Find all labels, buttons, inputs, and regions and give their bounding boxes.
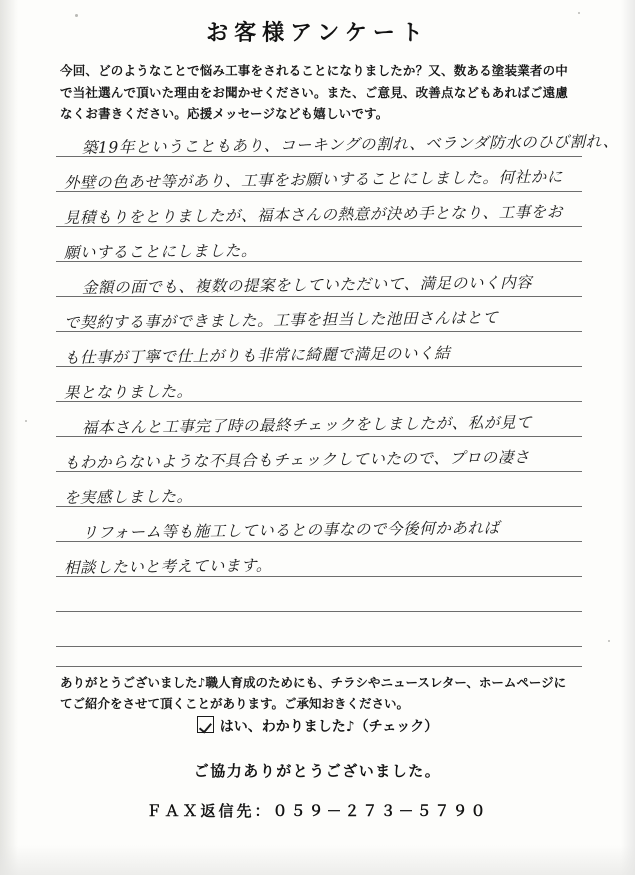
handwritten-line: 金額の面でも、複数の提案をしていただいて、満足のいく内容 <box>81 273 533 298</box>
scan-edge-shadow-right <box>621 0 635 875</box>
fax-number: ＦＡＸ返信先：０５９－２７３－５７９０ <box>146 802 489 820</box>
rule-line <box>56 611 582 612</box>
rule-line <box>56 646 582 647</box>
handwritten-line: リフォーム等も施工しているとの事なので今後何かあれば <box>81 518 500 543</box>
handwritten-line: 相談したいと考えています。 <box>63 556 273 578</box>
handwritten-line: で契約する事ができました。工事を担当した池田さんはとて <box>63 308 499 333</box>
page-title: お客様アンケート <box>206 21 429 46</box>
footnote-divider <box>56 666 582 667</box>
handwritten-line: 果となりました。 <box>63 382 193 403</box>
scan-speck <box>578 12 580 14</box>
handwritten-line: もわからないような不具合もチェックしていたので、プロの凄さ <box>63 448 531 473</box>
thanks-message: ご協力ありがとうございました。 <box>193 762 442 780</box>
consent-row[interactable] <box>0 716 635 736</box>
handwritten-line: 願いすることにしました。 <box>63 241 258 263</box>
consent-checkbox[interactable] <box>197 716 214 733</box>
handwritten-line: 築19年ということもあり、コーキングの割れ、ベランダ防水のひび割れ、 <box>81 132 619 158</box>
scan-edge-shadow-left <box>0 0 18 875</box>
intro-question-text: 今回、どのようなことで悩み工事をされることになりましたか？又、数ある塗装業者の中で当社選んで頂いた理由をお聞かせください。また、ご意見、改善点などもあればご遠慮なくお書きください。応援メッセージなども嬉しいです。 <box>60 63 569 121</box>
consent-label: はい、わかりました♪（チェック） <box>219 719 439 735</box>
scan-speck <box>608 640 610 642</box>
footnote-text: ありがとうございました♪職人育成のためにも、チラシやニュースレター、ホームページにてご紹介をさせて頂くことがあります。ご承知おきください。 <box>60 675 567 712</box>
handwritten-answer-area <box>56 128 619 648</box>
scan-speck <box>25 420 27 422</box>
handwritten-line: も仕事が丁寧で仕上がりも非常に綺麗で満足のいく結 <box>63 344 451 368</box>
scan-edge-shadow-bottom <box>0 845 635 875</box>
handwritten-line: 福本さんと工事完了時の最終チェックをしましたが、私が見て <box>81 413 533 438</box>
handwritten-line: を実感しました。 <box>63 487 193 508</box>
handwritten-line: 見積もりをとりましたが、福本さんの熱意が決め手となり、工事をお <box>63 202 564 228</box>
handwritten-line: 外壁の色あせ等があり、工事をお願いすることにしました。何社かに <box>63 167 564 193</box>
